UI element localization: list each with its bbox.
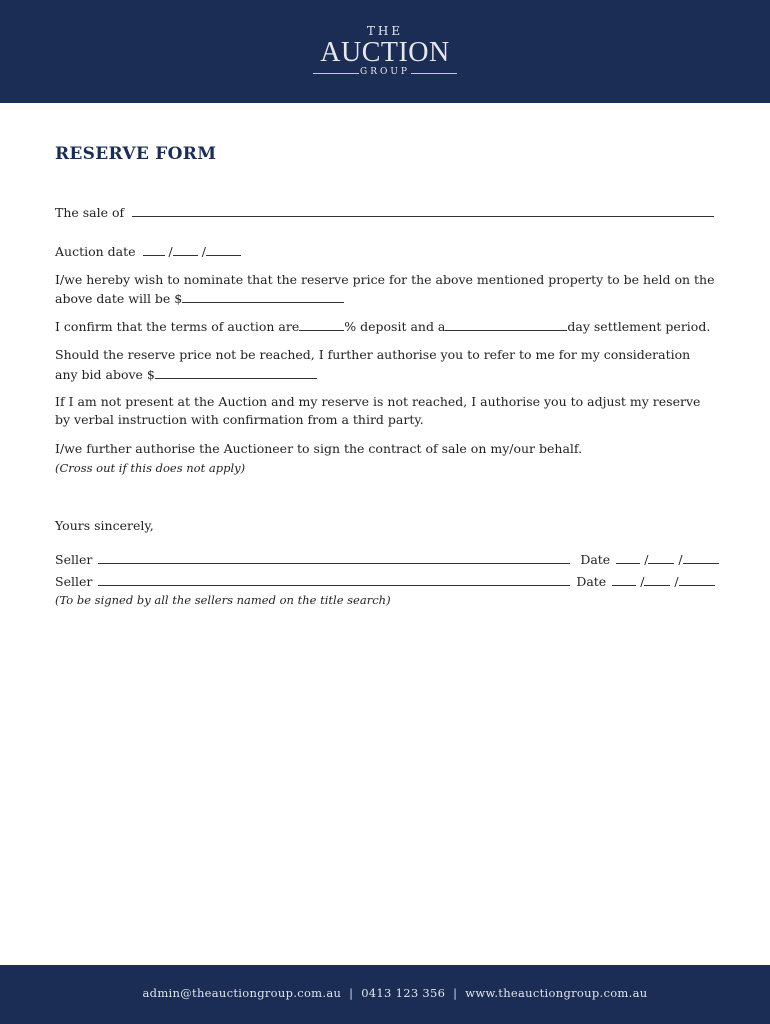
form-title: RESERVE FORM [55,144,217,164]
logo-rule-right [411,73,457,74]
bid-above-field[interactable] [155,366,317,379]
date-separator: / [678,552,683,567]
confirm-terms-row [55,318,710,335]
auction-date-day-field[interactable] [143,243,165,256]
reserve-price-field[interactable] [182,290,344,303]
seller-1-signature-field[interactable] [98,551,570,564]
yours-sincerely: Yours sincerely, [55,518,154,533]
seller-2-date-year-field[interactable] [679,573,715,586]
sale-of-row [55,204,714,221]
should-line-2: any bid above $ [55,367,155,382]
sale-of-label: The sale of [55,205,125,220]
nominate-row-2 [55,290,344,307]
date-separator: / [644,552,649,567]
should-line-1: Should the reserve price not be reached, I further authorise you to refer to me for my consideration [55,347,691,362]
footer-banner [0,965,770,1024]
footer-contact: admin@theauctiongroup.com.au | 0413 123 356 | www.theauctiongroup.com.au [142,986,648,1000]
not-present-line-1: If I am not present at the Auction and my reserve is not reached, I authorise you to adjust my reserve [55,394,701,409]
seller-2-date-day-field[interactable] [612,573,636,586]
seller-row-1 [55,551,719,568]
logo-the-text: THE [366,24,404,38]
settlement-days-field[interactable] [445,318,567,331]
seller-2-signature-field[interactable] [98,573,570,586]
date-separator: / [201,244,206,259]
date-separator: / [640,574,645,589]
seller-1-date-day-field[interactable] [616,551,640,564]
logo-main-text: AUCTION [320,37,450,68]
should-row-2 [55,366,317,383]
auction-date-month-field[interactable] [173,243,198,256]
nominate-line-2: above date will be $ [55,291,183,306]
nominate-line-1: I/we hereby wish to nominate that the reserve price for the above mentioned property to be held on the [55,272,715,287]
logo-sub-text: GROUP [360,67,410,77]
sale-of-field[interactable] [132,204,714,217]
auction-date-row [55,243,241,260]
seller-label: Seller [55,552,93,567]
date-label: Date [576,574,607,589]
signed-note: (To be signed by all the sellers named on the title search) [55,593,391,607]
not-present-line-2: by verbal instruction with confirmation from a third party. [55,412,424,427]
confirm-text-2: % deposit and a [344,319,446,334]
date-label: Date [580,552,611,567]
seller-row-2 [55,573,715,590]
seller-2-date-month-field[interactable] [644,573,670,586]
date-separator: / [674,574,679,589]
auction-date-year-field[interactable] [206,243,241,256]
header-banner [0,0,770,103]
date-separator: / [168,244,173,259]
authorise-line: I/we further authorise the Auctioneer to sign the contract of sale on my/our behalf. [55,441,583,456]
confirm-text-3: day settlement period. [567,319,711,334]
seller-1-date-month-field[interactable] [648,551,674,564]
auction-date-label: Auction date [55,244,136,259]
cross-out-note: (Cross out if this does not apply) [55,461,246,475]
deposit-percent-field[interactable] [299,318,344,331]
company-logo [305,20,465,82]
seller-label: Seller [55,574,93,589]
seller-1-date-year-field[interactable] [683,551,719,564]
confirm-text-1: I confirm that the terms of auction are [55,319,300,334]
